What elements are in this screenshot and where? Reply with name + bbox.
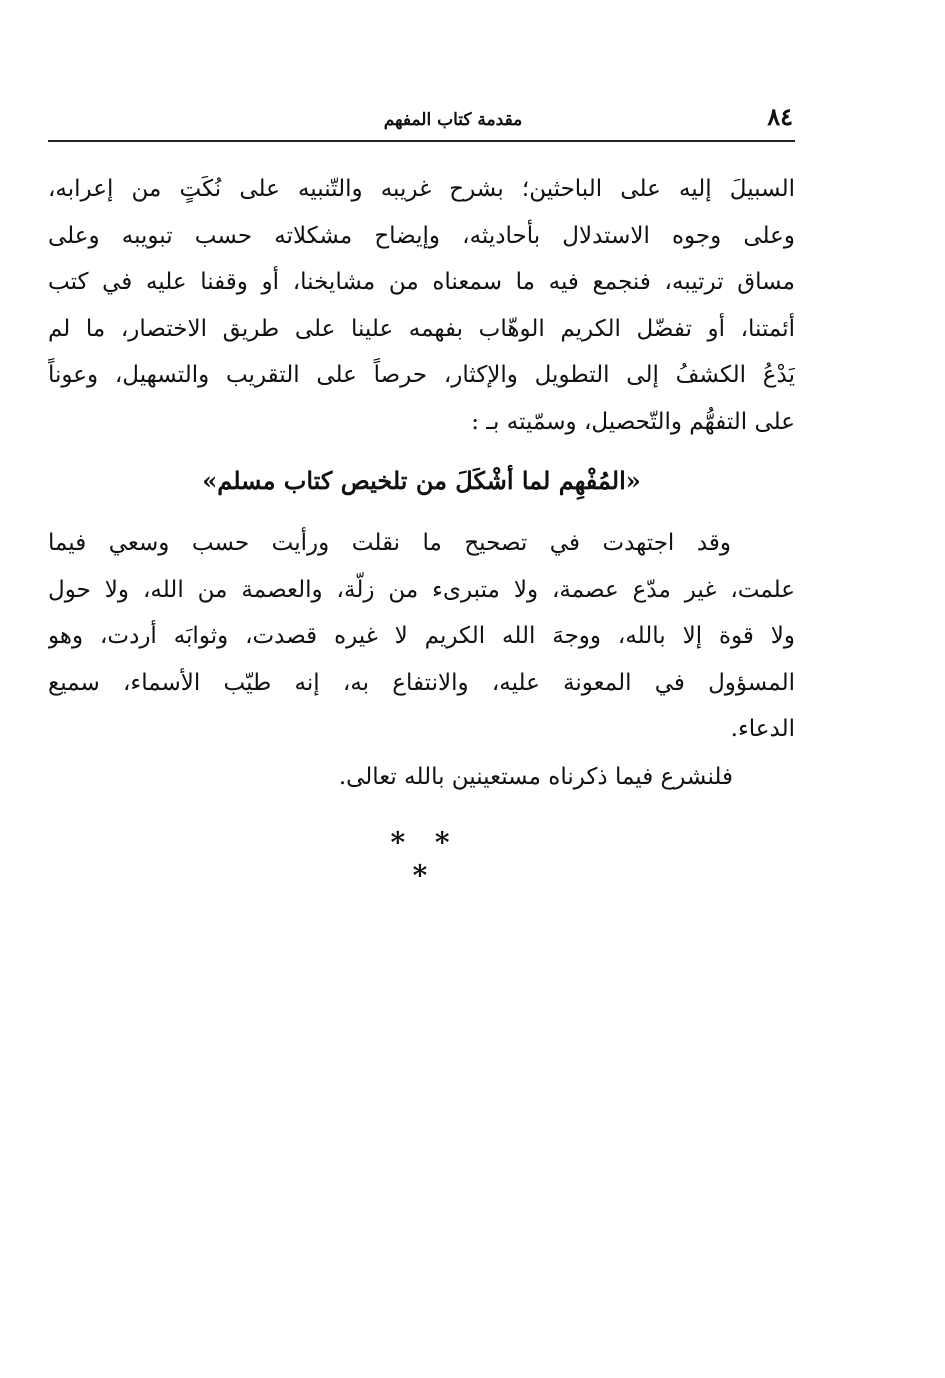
text-line: وقد اجتهدت في تصحيح ما نقلت ورأيت حسب وسعي فيما — [48, 530, 731, 556]
page-number: ٨٤ — [767, 102, 793, 131]
closing-line: فلنشرع فيما ذكرناه مستعينين بالله تعالى. — [338, 764, 733, 790]
text-line: وعلى وجوه الاستدلال بأحاديثه، وإيضاح مشكلاته حسب تبويبه وعلى — [48, 222, 795, 249]
book-title: «المُفْهِم لما أشْكَلَ من تلخيص كتاب مسلم» — [202, 466, 641, 495]
text-line: السبيلَ إليه على الباحثين؛ بشرح غريبه والتّنبيه على نُكَتٍ من إعرابه، — [48, 176, 795, 202]
page-header — [48, 100, 795, 142]
text-line: الدعاء. — [730, 716, 795, 742]
effort-paragraph — [48, 520, 795, 753]
text-line: ولا قوة إلا بالله، ووجهَ الله الكريم لا غيره قصدت، وثوابَه أردت، وهو — [48, 623, 795, 649]
text-line: علمت، غير مدّع عصمة، ولا متبرىء من زلّة، والعصمة من الله، ولا حول — [48, 576, 795, 603]
text-line: المسؤول في المعونة عليه، والانتفاع به، إنه طيّب الأسماء، سميع — [48, 669, 795, 696]
section-separator: * * * — [390, 826, 460, 892]
text-line: أئمتنا، أو تفضّل الكريم الوهّاب بفهمه علينا على طريق الاختصار، ما لم — [48, 315, 795, 342]
running-title: مقدمة كتاب المفهم — [383, 110, 523, 130]
intro-paragraph — [48, 166, 795, 445]
text-line: مساق ترتيبه، فنجمع فيه ما سمعناه من مشايخنا، أو وقفنا عليه في كتب — [48, 269, 795, 295]
text-line: يَدْعُ الكشفُ إلى التطويل والإكثار، حرصاً على التقريب والتسهيل، وعوناً — [48, 362, 795, 388]
text-line: على التفهُّم والتّحصيل، وسمّيته بـ : — [471, 408, 795, 435]
